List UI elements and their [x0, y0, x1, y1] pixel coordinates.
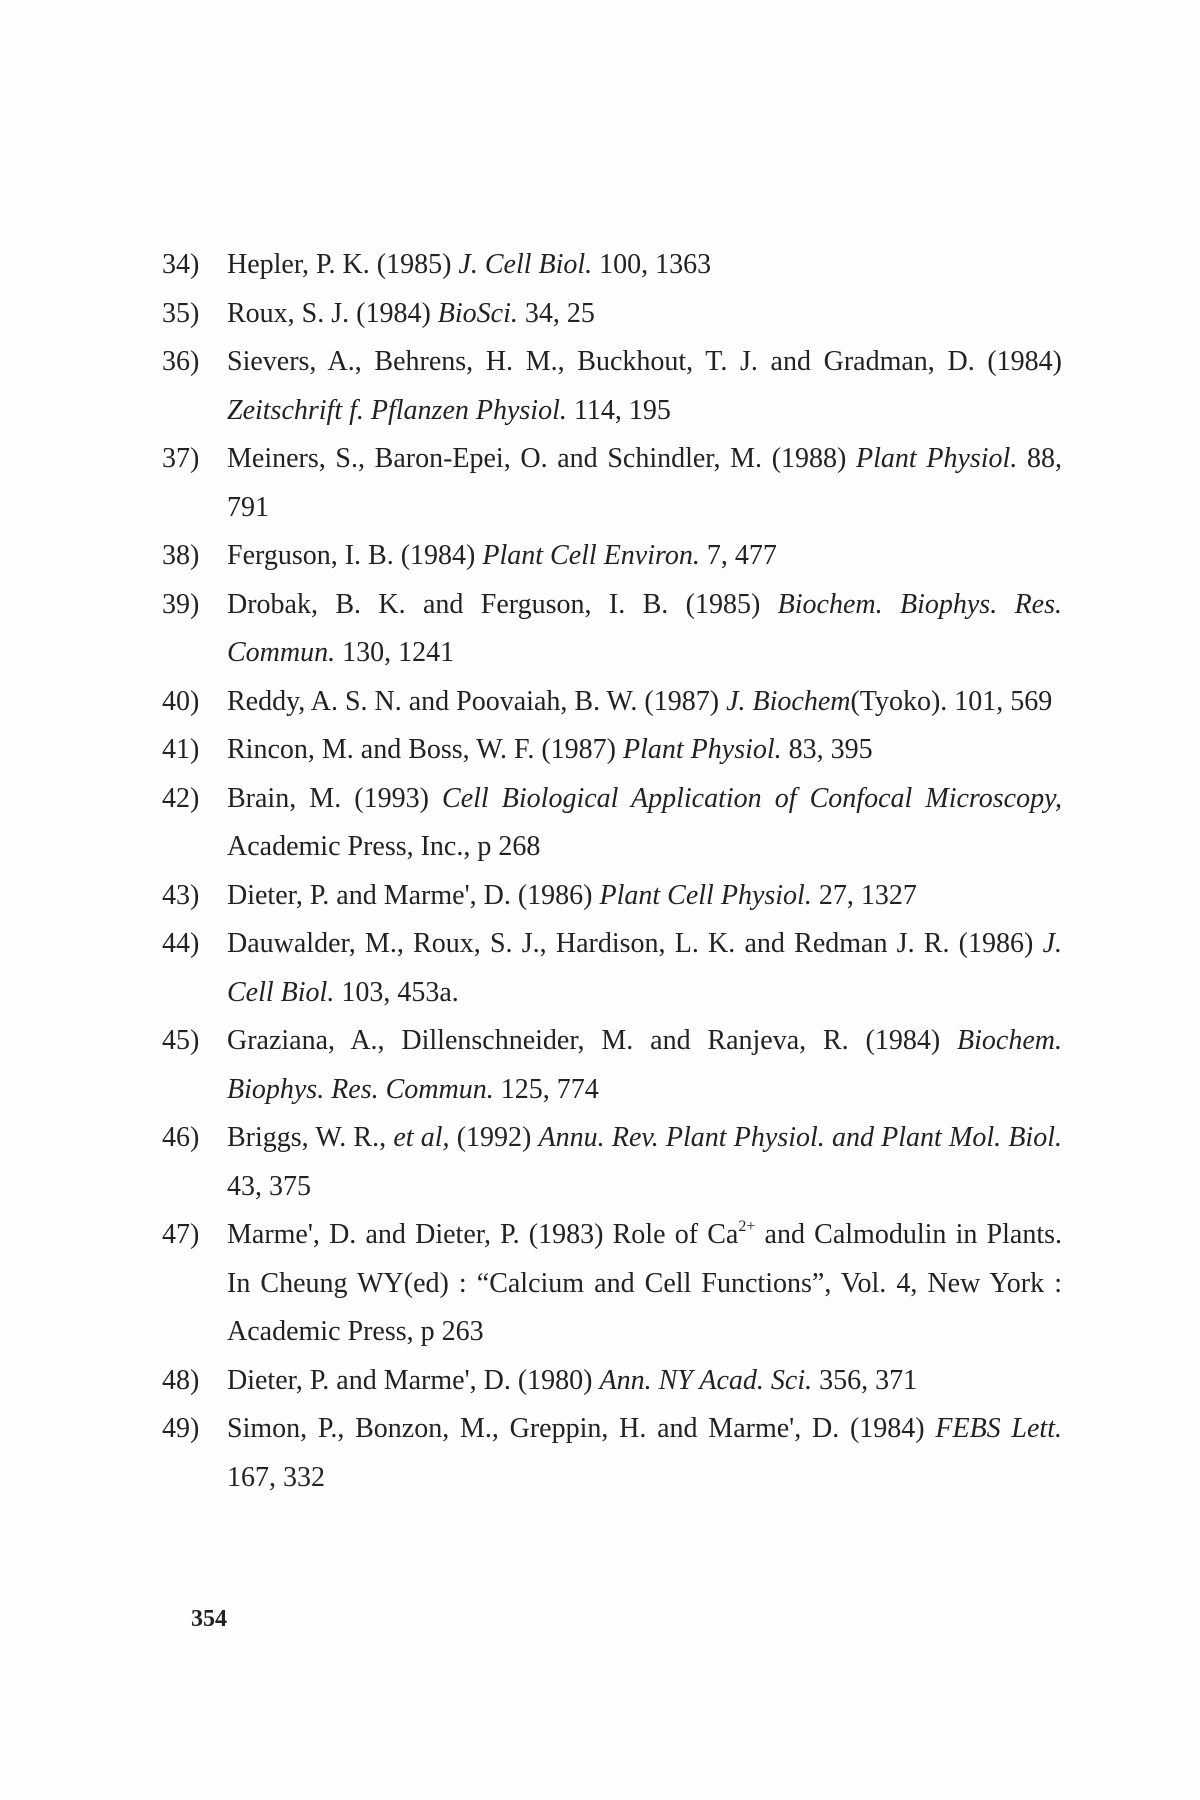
reference-text: Drobak, B. K. and Ferguson, I. B. (1985) Biochem. Biophys. Res. Commun. 130, 1241 — [227, 588, 1062, 668]
page-number: 354 — [191, 1606, 227, 1632]
reference-number: 46) — [162, 1122, 200, 1153]
reference-number: 34) — [162, 249, 200, 280]
reference-number: 47) — [162, 1219, 200, 1250]
reference-list — [162, 241, 1062, 1502]
reference-text: Briggs, W. R., et al, (1992) Annu. Rev. Plant Physiol. and Plant Mol. Biol. 43, 375 — [227, 1122, 1062, 1202]
reference-text: Simon, P., Bonzon, M., Greppin, H. and Marme', D. (1984) FEBS Lett. 167, 332 — [227, 1413, 1062, 1493]
superscript: 2+ — [738, 1218, 756, 1235]
reference-number: 44) — [162, 928, 200, 959]
reference-41 — [162, 726, 1062, 775]
reference-number: 35) — [162, 297, 200, 329]
reference-text: Dieter, P. and Marme', D. (1980) Ann. NY Acad. Sci. 356, 371 — [227, 1364, 918, 1396]
reference-number: 36) — [162, 346, 200, 377]
reference-text: Dauwalder, M., Roux, S. J., Hardison, L. K. and Redman J. R. (1986) J. Cell Biol. 103, 453a. — [227, 928, 1062, 1008]
reference-36 — [162, 338, 1062, 435]
reference-text: Brain, M. (1993) Cell Biological Application of Confocal Microscopy, Academic Press, Inc., p 268 — [227, 782, 1062, 862]
reference-number: 37) — [162, 443, 200, 474]
reference-38 — [162, 532, 1062, 581]
reference-text: Sievers, A., Behrens, H. M., Buckhout, T. J. and Gradman, D. (1984) Zeitschrift f. Pflanzen Physiol. 114, 195 — [227, 346, 1062, 426]
reference-text: Rincon, M. and Boss, W. F. (1987) Plant Physiol. 83, 395 — [227, 734, 873, 765]
reference-number: 42) — [162, 782, 200, 814]
reference-40 — [162, 678, 1062, 727]
reference-48 — [162, 1357, 1062, 1406]
reference-number: 41) — [162, 734, 200, 765]
reference-42 — [162, 775, 1062, 872]
reference-text: Roux, S. J. (1984) BioSci. 34, 25 — [227, 297, 595, 329]
reference-34 — [162, 241, 1062, 290]
reference-number: 40) — [162, 685, 200, 717]
reference-number: 43) — [162, 879, 200, 911]
reference-number: 48) — [162, 1364, 200, 1396]
reference-number: 39) — [162, 588, 200, 620]
reference-text: Ferguson, I. B. (1984) Plant Cell Environ. 7, 477 — [227, 540, 777, 571]
reference-49 — [162, 1405, 1062, 1502]
reference-number: 38) — [162, 540, 200, 571]
reference-46 — [162, 1114, 1062, 1211]
reference-text: Graziana, A., Dillenschneider, M. and Ranjeva, R. (1984) Biochem. Biophys. Res. Commun. 125, 774 — [227, 1025, 1062, 1105]
reference-number: 49) — [162, 1413, 200, 1444]
reference-text: Hepler, P. K. (1985) J. Cell Biol. 100, 1363 — [227, 249, 712, 280]
reference-text: Reddy, A. S. N. and Poovaiah, B. W. (1987) J. Biochem(Tyoko). 101, 569 — [227, 685, 1053, 717]
reference-39 — [162, 581, 1062, 678]
reference-45 — [162, 1017, 1062, 1114]
reference-44 — [162, 920, 1062, 1017]
reference-47 — [162, 1211, 1062, 1357]
reference-text: Meiners, S., Baron-Epei, O. and Schindler, M. (1988) Plant Physiol. 88, 791 — [227, 443, 1062, 523]
reference-number: 45) — [162, 1025, 200, 1056]
reference-text: Marme', D. and Dieter, P. (1983) Role of $Ca^{2+}$ and Calmodulin in Plants. In Cheung WY(ed) : “Calcium and Cell Functions”, Vol. 4, New York : Academic Press, p 263 — [227, 1218, 1062, 1347]
reference-35 — [162, 290, 1062, 339]
reference-43 — [162, 872, 1062, 921]
reference-37 — [162, 435, 1062, 532]
reference-text: Dieter, P. and Marme', D. (1986) Plant Cell Physiol. 27, 1327 — [227, 879, 917, 911]
